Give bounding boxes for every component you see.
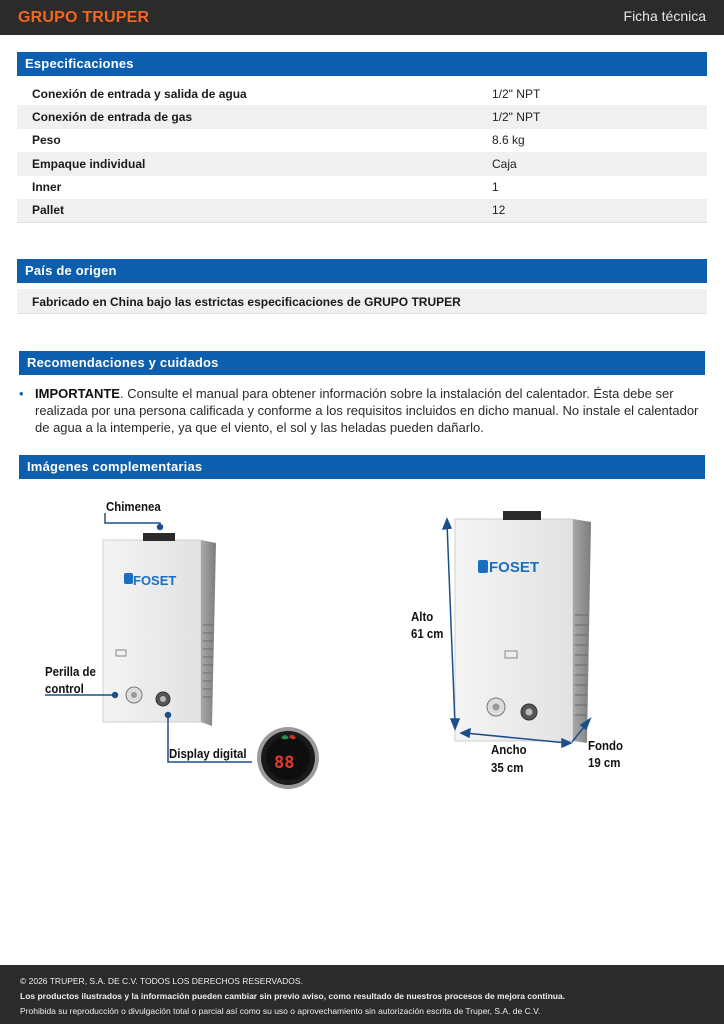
callout-height-line2: 61 cm (411, 626, 444, 641)
brand-logo-left: FOSET (133, 573, 177, 588)
table-row (17, 176, 707, 199)
origin-text: Fabricado en China bajo las estrictas especificaciones de GRUPO TRUPER (17, 289, 707, 314)
callout-depth-line2: 19 cm (588, 755, 621, 770)
images-heading: Imágenes complementarias (19, 455, 705, 479)
table-row (17, 105, 707, 128)
recommendations-list (19, 385, 705, 436)
specs-heading: Especificaciones (17, 52, 707, 76)
callout-height-line1: Alto (411, 609, 434, 624)
prohibition-notice: Prohibida su reproducción o divulgación total o parcial así como su uso o aprovechamiento sin autorización escrita de Truper, S.A. de C.V. (20, 1006, 541, 1016)
specs-table (17, 82, 707, 223)
callout-depth-line1: Fondo (588, 738, 623, 753)
table-row (17, 129, 707, 152)
recommendation-text: . Consulte el manual para obtener información sobre la instalación del calentador. Ésta debe ser realizada por una persona calificada y conforme a los requisitos incluidos en dicho manual. No instale el calentador de agua a la intemperie, ya que el viento, el sol y las heladas pueden dañarlo. (35, 386, 699, 435)
spec-label: Inner (32, 180, 62, 195)
table-row (17, 82, 707, 105)
spec-value: 12 (477, 199, 707, 222)
bullet-icon: • (19, 386, 24, 401)
table-row (17, 199, 707, 222)
callout-width-line1: Ancho (491, 742, 527, 757)
spec-value: 1/2" NPT (477, 105, 707, 128)
spec-label: Conexión de entrada y salida de agua (32, 86, 247, 101)
spec-label: Empaque individual (17, 152, 477, 175)
spec-label: Conexión de entrada de gas (17, 105, 477, 128)
brand-logo-right: FOSET (489, 559, 540, 576)
callout-knob-line2: control (45, 681, 84, 696)
spec-value: 8.6 kg (492, 133, 525, 148)
disclaimer: Los productos ilustrados y la información pueden cambiar sin previo aviso, como resultado de nuestros procesos de mejora continua. (20, 991, 566, 1001)
callout-knob-line1: Perilla de (45, 664, 96, 679)
heater-left (103, 533, 216, 726)
spec-label: Peso (32, 133, 61, 148)
digital-display-image (257, 727, 319, 789)
spec-value: 1 (492, 180, 499, 195)
origin-heading: País de origen (17, 259, 707, 283)
recommendations-heading: Recomendaciones y cuidados (19, 351, 705, 375)
callout-display: Display digital (169, 746, 247, 761)
truper-logo: GRUPO TRUPER (18, 9, 150, 26)
callout-chimney: Chimenea (106, 499, 161, 514)
recommendation-item (35, 385, 705, 436)
important-label: IMPORTANTE (35, 386, 120, 401)
footer (0, 965, 724, 1024)
spec-value: Caja (477, 152, 707, 175)
spec-value: 1/2" NPT (492, 86, 541, 101)
heater-right (455, 511, 591, 743)
product-images (0, 485, 724, 805)
top-bar (0, 0, 724, 35)
table-row (17, 152, 707, 175)
copyright: © 2026 TRUPER, S.A. DE C.V. TODOS LOS DERECHOS RESERVADOS. (20, 976, 303, 986)
display-digits: 88 (274, 753, 295, 773)
document-type: Ficha técnica (623, 8, 706, 24)
spec-label: Pallet (17, 199, 477, 222)
callout-width-line2: 35 cm (491, 760, 524, 775)
